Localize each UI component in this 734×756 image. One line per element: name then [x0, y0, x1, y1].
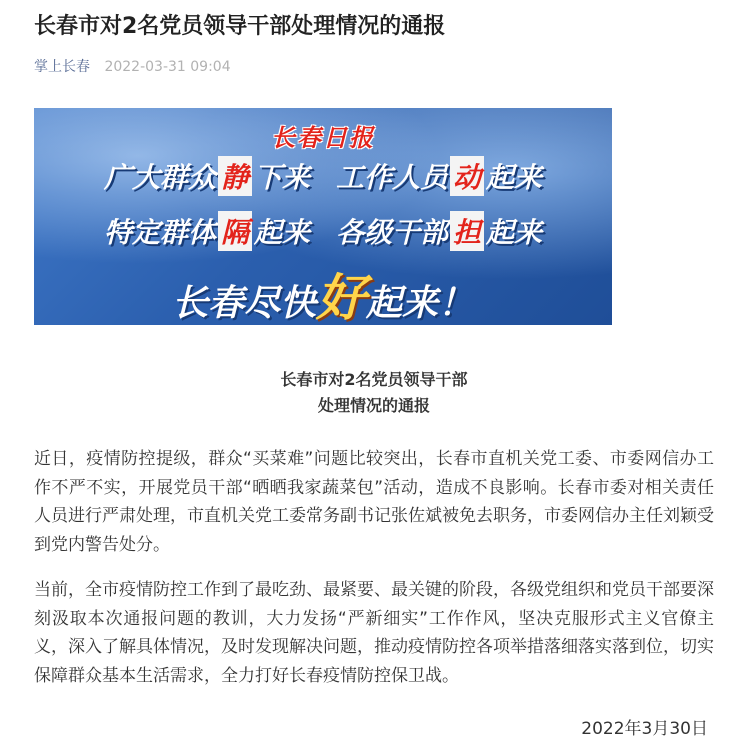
- paragraph-2: 当前，全市疫情防控工作到了最吃劲、最紧要、最关键的阶段，各级党组织和党员干部要深刻汲取本次通报问题的教训，大力发扬“严新细实”工作作风，坚决克服形式主义官僚主义，深入了解具体情况，及时发现解决问题，推动疫情防控各项举措落细落实落到位，切实保障群众基本生活需求，全力打好长春疫情防控保卫战。: [34, 580, 714, 686]
- banner-text: 长春尽快: [171, 283, 316, 324]
- banner-text: 特定群体: [103, 216, 216, 249]
- banner-highlight: 静: [218, 156, 252, 196]
- banner-image: [34, 108, 612, 325]
- banner-line-1: [34, 156, 612, 196]
- notice-heading-line-2: 处理情况的通报: [317, 396, 430, 415]
- notice-date: 2022年3月30日: [581, 719, 708, 739]
- banner-text: 各级干部: [336, 216, 449, 249]
- banner-highlight: 好: [316, 269, 366, 325]
- banner-text: 起来: [486, 216, 543, 249]
- banner-text: 工作人员: [336, 161, 449, 194]
- banner-text: 起来！: [366, 283, 475, 324]
- source-link[interactable]: 掌上长春: [34, 59, 90, 75]
- banner-text: 广大群众: [103, 161, 216, 194]
- notice-heading-line-1: 长春市对2名党员领导干部: [280, 370, 468, 389]
- paragraph-1: 近日，疫情防控提级，群众“买菜难”问题比较突出，长春市直机关党工委、市委网信办工作不严不实，开展党员干部“晒晒我家蔬菜包”活动，造成不良影响。长春市委对相关责任人员进行严肃处理，市直机关党工委常务副书记张佐斌被免去职务，市委网信办主任刘颖受到党内警告处分。: [34, 449, 714, 555]
- banner-highlight: 担: [450, 211, 484, 251]
- banner-text: 起来: [253, 216, 310, 249]
- publish-time: 2022-03-31 09:04: [104, 59, 231, 75]
- article-meta: [34, 57, 231, 77]
- banner-text: 起来: [486, 161, 543, 194]
- article-title: 长春市对2名党员领导干部处理情况的通报: [34, 14, 446, 39]
- banner-line-3: [34, 258, 612, 325]
- banner-text: 下来: [253, 161, 310, 194]
- banner-highlight: 动: [450, 156, 484, 196]
- newspaper-masthead-logo: 长春日报: [271, 123, 375, 152]
- banner-line-2: [34, 211, 612, 251]
- banner-highlight: 隔: [218, 211, 252, 251]
